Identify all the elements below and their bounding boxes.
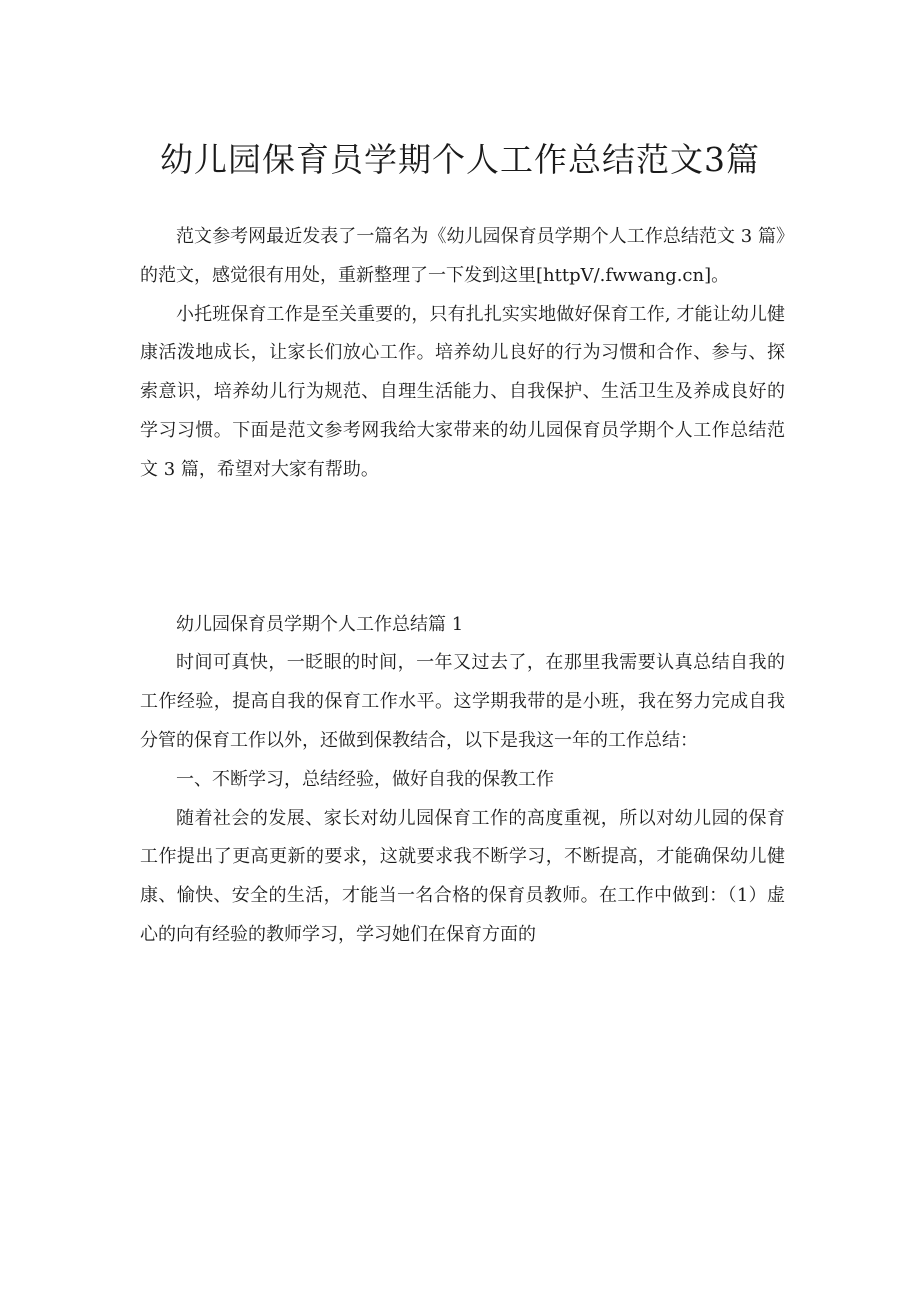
- section-paragraph-2: 随着社会的发展、家长对幼儿园保育工作的高度重视，所以对幼儿园的保育工作提出了更高更新的要求，这就要求我不断学习，不断提高，才能确保幼儿健康、愉快、安全的生活，才能当一名合格的保育员教师。在工作中做到：（1）虚心的向有经验的教师学习，学习她们在保育方面的: [140, 807, 785, 945]
- intro-paragraph-1: 范文参考网最近发表了一篇名为《幼儿园保育员学期个人工作总结范文 3 篇》的范文，感觉很有用处，重新整理了一下发到这里[httpV/.fwwang.cn]。: [140, 226, 785, 286]
- section-subheading: 一、不断学习，总结经验，做好自我的保教工作: [176, 768, 554, 790]
- intro-paragraph-2: 小托班保育工作是至关重要的，只有扎扎实实地做好保育工作, 才能让幼儿健康活泼地成长，让家长们放心工作。培养幼儿良好的行为习惯和合作、参与、探索意识，培养幼儿行为规范、自理生活能力、自我保护、生活卫生及养成良好的学习习惯。下面是范文参考网我给大家带来的幼儿园保育员学期个人工作总结范文 3 篇，希望对大家有帮助。: [140, 303, 785, 480]
- section-paragraph-1: 时间可真快，一眨眼的时间，一年又过去了，在那里我需要认真总结自我的工作经验，提高自我的保育工作水平。这学期我带的是小班，我在努力完成自我分管的保育工作以外，还做到保教结合，以下是我这一年的工作总结：: [140, 652, 785, 751]
- section-spacer: [140, 490, 785, 606]
- section-heading: 幼儿园保育员学期个人工作总结篇 1: [176, 613, 464, 635]
- document-body: [140, 218, 785, 955]
- document-title: 幼儿园保育员学期个人工作总结范文3篇: [160, 140, 760, 179]
